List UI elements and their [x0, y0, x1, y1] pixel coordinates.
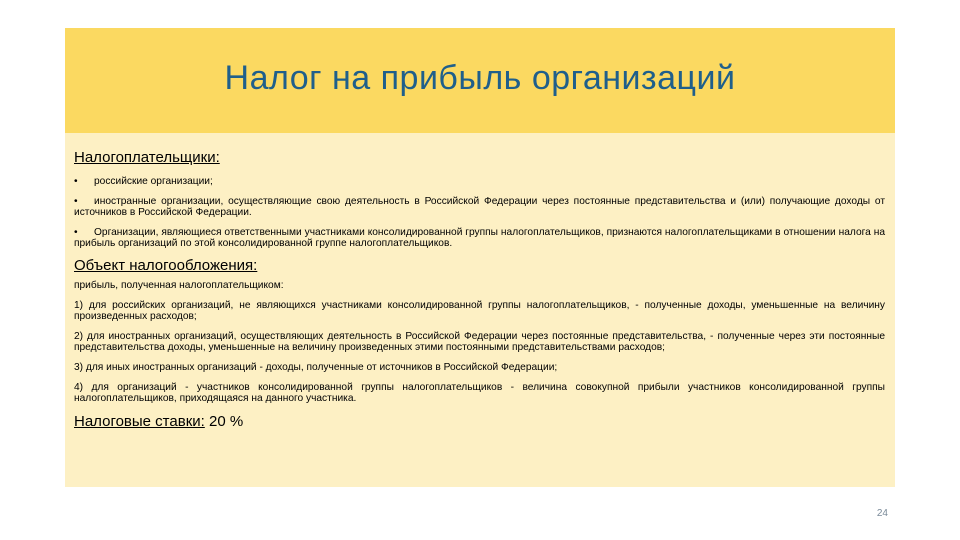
taxpayer-item	[74, 196, 885, 218]
object-item: 4) для организаций - участников консолидированной группы налогоплательщиков - величина совокупной прибыли участников консолидированной группы налогоплательщиков, приходящаяся на данного участника.	[74, 382, 885, 404]
slide-title: Налог на прибыль организаций	[224, 59, 736, 97]
taxpayer-item	[74, 176, 885, 187]
bullet-icon: •	[74, 196, 78, 207]
bullet-icon: •	[74, 176, 78, 187]
page-number: 24	[876, 508, 888, 519]
object-item: 3) для иных иностранных организаций - доходы, полученные от источников в Российской Федерации;	[74, 362, 558, 373]
bullet-icon: •	[74, 227, 78, 238]
taxpayer-item-text: российские организации;	[94, 176, 213, 187]
object-heading: Объект налогообложения:	[74, 257, 258, 274]
taxpayer-item	[74, 227, 885, 249]
object-item: 2) для иностранных организаций, осуществляющих деятельность в Российской Федерации через постоянные представительства, - полученные через эти постоянные представительства доходы, уменьшенные на величину произведенных этими постоянными представительствами расходов;	[74, 331, 885, 353]
object-item: 1) для российских организаций, не являющихся участниками консолидированной группы налогоплательщиков, - полученные доходы, уменьшенные на величину произведенных расходов;	[74, 300, 885, 322]
object-intro: прибыль, полученная налогоплательщиком:	[74, 280, 284, 291]
taxpayer-item-text: иностранные организации, осуществляющие свою деятельность в Российской Федерации через постоянные представительства и (или) получающие доходы от источников в Российской Федерации.	[74, 196, 885, 218]
tax-rates-label: Налоговые ставки:	[74, 413, 205, 430]
taxpayers-heading: Налогоплательщики:	[74, 149, 220, 166]
title-band	[65, 28, 895, 133]
tax-rates-line	[74, 413, 885, 431]
tax-rates-value: 20 %	[208, 413, 244, 430]
taxpayer-item-text: Организации, являющиеся ответственными участниками консолидированной группы налогоплательщиков, признаются налогоплательщиками в отношении налога на прибыль организаций по этой консолидированной группе налогоплательщиков.	[74, 227, 885, 249]
content-panel	[65, 133, 895, 487]
